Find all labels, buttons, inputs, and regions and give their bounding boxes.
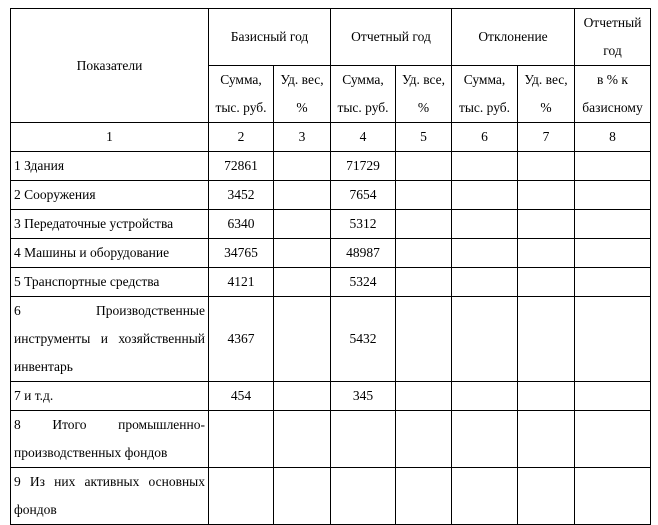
base-sum-cell <box>209 468 274 525</box>
header-report-year-pct: Отчетный год <box>575 9 651 66</box>
base-sum-cell: 3452 <box>209 181 274 210</box>
pct-cell <box>575 411 651 468</box>
col-number: 8 <box>575 123 651 152</box>
table-row <box>11 297 651 382</box>
base-share-cell <box>274 210 331 239</box>
dev-sum-cell <box>452 468 518 525</box>
col-number: 4 <box>331 123 396 152</box>
table-row <box>11 239 651 268</box>
dev-sum-cell <box>452 268 518 297</box>
header-report-year: Отчетный год <box>331 9 452 66</box>
table-row <box>11 268 651 297</box>
header-sum-dev: Сумма, тыс. руб. <box>452 66 518 123</box>
report-sum-cell: 5312 <box>331 210 396 239</box>
pct-cell <box>575 181 651 210</box>
base-share-cell <box>274 411 331 468</box>
table-row <box>11 181 651 210</box>
base-share-cell <box>274 181 331 210</box>
dev-sum-cell <box>452 297 518 382</box>
report-sum-cell: 345 <box>331 382 396 411</box>
dev-share-cell <box>518 382 575 411</box>
table-row <box>11 382 651 411</box>
dev-sum-cell <box>452 239 518 268</box>
base-share-cell <box>274 152 331 181</box>
row-name: 3 Передаточные устройства <box>11 210 209 239</box>
dev-sum-cell <box>452 411 518 468</box>
base-sum-cell: 34765 <box>209 239 274 268</box>
report-sum-cell <box>331 411 396 468</box>
report-share-cell <box>396 268 452 297</box>
header-share-report: Уд. все, % <box>396 66 452 123</box>
row-name: 4 Машины и оборудование <box>11 239 209 268</box>
table-row <box>11 152 651 181</box>
row-name: 7 и т.д. <box>11 382 209 411</box>
base-share-cell <box>274 239 331 268</box>
pct-cell <box>575 268 651 297</box>
header-base-year: Базисный год <box>209 9 331 66</box>
dev-share-cell <box>518 152 575 181</box>
col-number: 5 <box>396 123 452 152</box>
base-share-cell <box>274 268 331 297</box>
report-sum-cell: 7654 <box>331 181 396 210</box>
report-share-cell <box>396 210 452 239</box>
report-share-cell <box>396 411 452 468</box>
header-row-top <box>11 9 651 66</box>
table-row <box>11 411 651 468</box>
pct-cell <box>575 152 651 181</box>
col-number: 7 <box>518 123 575 152</box>
pct-cell <box>575 210 651 239</box>
report-sum-cell: 5432 <box>331 297 396 382</box>
report-share-cell <box>396 468 452 525</box>
header-sum-base: Сумма, тыс. руб. <box>209 66 274 123</box>
report-share-cell <box>396 297 452 382</box>
row-name: 1 Здания <box>11 152 209 181</box>
row-name: 2 Сооружения <box>11 181 209 210</box>
base-share-cell <box>274 382 331 411</box>
pct-cell <box>575 297 651 382</box>
table-row <box>11 468 651 525</box>
pct-cell <box>575 239 651 268</box>
report-sum-cell <box>331 468 396 525</box>
base-share-cell <box>274 297 331 382</box>
base-sum-cell <box>209 411 274 468</box>
col-number: 6 <box>452 123 518 152</box>
header-deviation: Отклонение <box>452 9 575 66</box>
table-row <box>11 210 651 239</box>
fixed-assets-table <box>10 8 651 525</box>
dev-sum-cell <box>452 210 518 239</box>
dev-sum-cell <box>452 152 518 181</box>
base-sum-cell: 4121 <box>209 268 274 297</box>
report-sum-cell: 5324 <box>331 268 396 297</box>
header-pct-of-base: в % к базисному <box>575 66 651 123</box>
row-name: 9 Из них активных основных фондов <box>11 468 209 525</box>
base-sum-cell: 454 <box>209 382 274 411</box>
col-number: 3 <box>274 123 331 152</box>
dev-sum-cell <box>452 382 518 411</box>
header-share-dev: Уд. вес, % <box>518 66 575 123</box>
row-name: 5 Транспортные средства <box>11 268 209 297</box>
column-number-row <box>11 123 651 152</box>
report-sum-cell: 71729 <box>331 152 396 181</box>
col-number: 1 <box>11 123 209 152</box>
base-sum-cell: 4367 <box>209 297 274 382</box>
base-share-cell <box>274 468 331 525</box>
row-name: 6 Производственные инструменты и хозяйственный инвентарь <box>11 297 209 382</box>
header-indicators: Показатели <box>11 9 209 123</box>
row-name: 8 Итого промышленно-производственных фондов <box>11 411 209 468</box>
dev-share-cell <box>518 468 575 525</box>
dev-share-cell <box>518 210 575 239</box>
report-share-cell <box>396 382 452 411</box>
report-share-cell <box>396 181 452 210</box>
dev-sum-cell <box>452 181 518 210</box>
base-sum-cell: 72861 <box>209 152 274 181</box>
report-share-cell <box>396 239 452 268</box>
base-sum-cell: 6340 <box>209 210 274 239</box>
col-number: 2 <box>209 123 274 152</box>
header-sum-report: Сумма, тыс. руб. <box>331 66 396 123</box>
header-share-base: Уд. вес, % <box>274 66 331 123</box>
pct-cell <box>575 382 651 411</box>
report-share-cell <box>396 152 452 181</box>
dev-share-cell <box>518 181 575 210</box>
dev-share-cell <box>518 411 575 468</box>
dev-share-cell <box>518 268 575 297</box>
report-sum-cell: 48987 <box>331 239 396 268</box>
dev-share-cell <box>518 297 575 382</box>
pct-cell <box>575 468 651 525</box>
dev-share-cell <box>518 239 575 268</box>
